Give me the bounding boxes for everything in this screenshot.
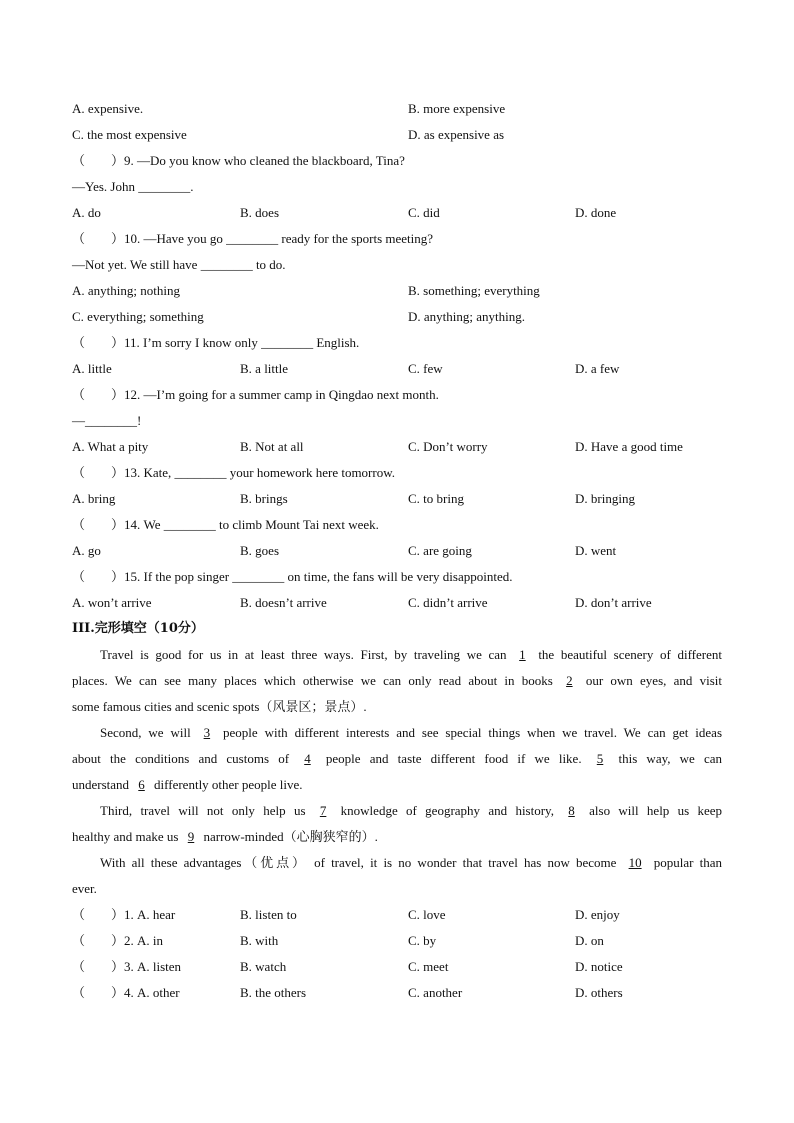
q15-option-d: D. don’t arrive — [575, 595, 652, 610]
cloze-question-2 — [72, 932, 722, 950]
passage-line: With all these advantages（优点） of travel, it is no wonder that travel has now become 10 popular than — [100, 855, 722, 870]
blank-1: 1 — [519, 647, 526, 662]
q14-options — [72, 542, 722, 560]
cloze-2-stem: （ ）2. A. in — [72, 933, 164, 948]
blank-3: 3 — [203, 725, 211, 740]
cloze-3-option-d: D. notice — [575, 959, 623, 974]
q15-option-b: B. doesn’t arrive — [240, 595, 327, 610]
q8-options-row-2 — [72, 126, 722, 144]
q8-option-c: C. the most expensive — [72, 127, 187, 142]
cloze-2-option-b: B. with — [240, 933, 279, 948]
q11-option-c: C. few — [408, 361, 443, 376]
passage-line: Travel is good for us in at least three ways. First, by traveling we can 1 the beautiful scenery of different — [100, 647, 722, 662]
blank-7: 7 — [319, 803, 327, 818]
passage — [72, 646, 722, 906]
cloze-1-stem: （ ）1. A. hear — [72, 907, 176, 922]
cloze-4-option-c: C. another — [408, 985, 463, 1000]
q13-option-d: D. bringing — [575, 491, 635, 506]
q9-option-b: B. does — [240, 205, 279, 220]
passage-line: understand 6 differently other people live. — [72, 777, 303, 792]
q15-stem: （ ）15. If the pop singer ________ on time, the fans will be very disappointed. — [72, 569, 513, 584]
cloze-question-3 — [72, 958, 722, 976]
cloze-2-option-d: D. on — [575, 933, 604, 948]
cloze-3-stem: （ ）3. A. listen — [72, 959, 182, 974]
blank-9: 9 — [187, 829, 195, 844]
q12-option-c: C. Don’t worry — [408, 439, 488, 454]
section-title-cloze: III.完形填空（10分） — [72, 621, 204, 636]
q8-options-row-1 — [72, 100, 722, 118]
cloze-2-option-c: C. by — [408, 933, 437, 948]
passage-line: places. We can see many places which otherwise we can only read about in books 2 our own eyes, and visit — [72, 673, 723, 688]
cloze-4-option-d: D. others — [575, 985, 623, 1000]
q10-option-a: A. anything; nothing — [72, 283, 180, 298]
q11-stem: （ ）11. I’m sorry I know only ________ English. — [72, 335, 360, 350]
blank-5: 5 — [596, 751, 604, 766]
cloze-1-option-c: C. love — [408, 907, 446, 922]
blank-2: 2 — [566, 673, 573, 688]
q9-option-c: C. did — [408, 205, 440, 220]
q13-option-a: A. bring — [72, 491, 116, 506]
q14-option-a: A. go — [72, 543, 101, 558]
blank-4: 4 — [304, 751, 311, 766]
q11-option-b: B. a little — [240, 361, 289, 376]
q15-option-c: C. didn’t arrive — [408, 595, 488, 610]
q10-options-row-2 — [72, 308, 722, 326]
q10-stem: （ ）10. —Have you go ________ ready for the sports meeting? — [72, 231, 434, 246]
blank-10: 10 — [628, 855, 642, 870]
q13-options — [72, 490, 722, 508]
passage-line: about the conditions and customs of 4 people and taste different food if we like. 5 this way, we can — [72, 751, 723, 766]
q10-answer-line: —Not yet. We still have ________ to do. — [72, 257, 286, 272]
q9-answer-line: —Yes. John ________. — [72, 179, 194, 194]
q10-options-row-1 — [72, 282, 722, 300]
q10-option-d: D. anything; anything. — [408, 309, 525, 324]
q13-option-b: B. brings — [240, 491, 288, 506]
cloze-question-4 — [72, 984, 722, 1002]
q12-options — [72, 438, 722, 456]
cloze-1-option-d: D. enjoy — [575, 907, 620, 922]
passage-line: healthy and make us 9 narrow-minded（心胸狭窄的）. — [72, 829, 378, 844]
cloze-question-1 — [72, 906, 722, 924]
q12-option-a: A. What a pity — [72, 439, 149, 454]
q14-stem: （ ）14. We ________ to climb Mount Tai next week. — [72, 517, 379, 532]
q12-answer-line: —________! — [72, 413, 142, 428]
q9-option-d: D. done — [575, 205, 617, 220]
q9-options — [72, 204, 722, 222]
q14-option-b: B. goes — [240, 543, 279, 558]
passage-line: Third, travel will not only help us 7 knowledge of geography and history, 8 also will help us keep — [100, 803, 723, 818]
q14-option-d: D. went — [575, 543, 617, 558]
cloze-3-option-c: C. meet — [408, 959, 449, 974]
q12-option-b: B. Not at all — [240, 439, 304, 454]
passage-line: ever. — [72, 881, 97, 896]
cloze-3-option-b: B. watch — [240, 959, 287, 974]
q15-option-a: A. won’t arrive — [72, 595, 152, 610]
q12-stem: （ ）12. —I’m going for a summer camp in Qingdao next month. — [72, 387, 439, 402]
cloze-4-option-b: B. the others — [240, 985, 307, 1000]
q10-option-b: B. something; everything — [408, 283, 540, 298]
q9-stem: （ ）9. —Do you know who cleaned the blackboard, Tina? — [72, 153, 405, 168]
q15-options — [72, 594, 722, 612]
q11-option-a: A. little — [72, 361, 112, 376]
cloze-1-option-b: B. listen to — [240, 907, 297, 922]
cloze-4-stem: （ ）4. A. other — [72, 985, 180, 1000]
passage-line: some famous cities and scenic spots（风景区；景点）. — [72, 699, 367, 714]
q11-option-d: D. a few — [575, 361, 620, 376]
q13-stem: （ ）13. Kate, ________ your homework here tomorrow. — [72, 465, 396, 480]
q9-option-a: A. do — [72, 205, 101, 220]
q13-option-c: C. to bring — [408, 491, 464, 506]
q8-option-d: D. as expensive as — [408, 127, 505, 142]
q10-option-c: C. everything; something — [72, 309, 204, 324]
q14-option-c: C. are going — [408, 543, 472, 558]
blank-8: 8 — [568, 803, 575, 818]
blank-6: 6 — [138, 777, 145, 792]
q8-option-a: A. expensive. — [72, 101, 144, 116]
passage-line: Second, we will 3 people with different interests and see special things when we travel. We can get ideas — [100, 725, 723, 740]
q8-option-b: B. more expensive — [408, 101, 506, 116]
q11-options — [72, 360, 722, 378]
q12-option-d: D. Have a good time — [575, 439, 683, 454]
